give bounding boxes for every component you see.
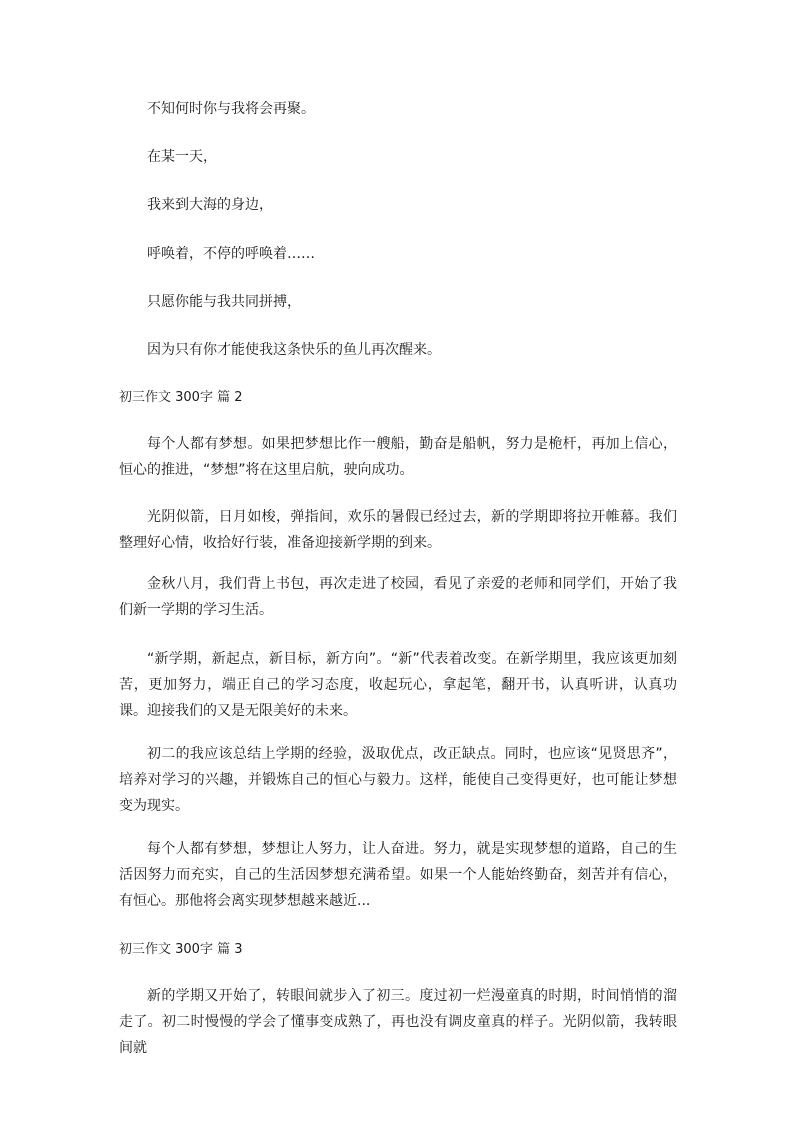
paragraph: “新学期，新起点，新目标，新方向”。“新”代表着改变。在新学期里，我应该更加刻苦，更加努力，端正自己的学习态度，收起玩心，拿起笔，翻开书，认真听讲，认真功课。迎接我们的又是无限美好的未来。 (119, 651, 677, 719)
paragraph: 金秋八月，我们背上书包，再次走进了校园，看见了亲爱的老师和同学们，开始了我们新一学期的学习生活。 (119, 576, 677, 618)
poem-line: 在某一天， (147, 149, 217, 165)
paragraph: 每个人都有梦想。如果把梦想比作一艘船，勤奋是船帆，努力是桅杆，再加上信心，恒心的推进，“梦想”将在这里启航，驶向成功。 (119, 436, 677, 478)
section-heading: 初三作文 300字 篇 3 (119, 942, 243, 957)
paragraph: 新的学期又开始了，转眼间就步入了初三。度过初一烂漫童真的时期，时间悄悄的溜走了。初二时慢慢的学会了懂事变成熟了，再也没有调皮童真的样子。光阴似箭，我转眼间就 (119, 988, 677, 1056)
poem-line: 不知何时你与我将会再聚。 (147, 101, 315, 117)
poem-line: 只愿你能与我共同拼搏， (147, 294, 301, 310)
section-heading: 初三作文 300字 篇 2 (119, 390, 243, 405)
poem-line: 呼唤着，不停的呼唤着…… (147, 246, 315, 262)
paragraph: 初二的我应该总结上学期的经验，汲取优点，改正缺点。同时，也应该“见贤思齐”，培养对学习的兴趣，并锻炼自己的恒心与毅力。这样，能使自己变得更好，也可能让梦想变为现实。 (119, 746, 677, 814)
paragraph: 光阴似箭，日月如梭，弹指间，欢乐的暑假已经过去，新的学期即将拉开帷幕。我们整理好心情，收拾好行装，准备迎接新学期的到来。 (119, 509, 677, 551)
poem-line: 因为只有你才能使我这条快乐的鱼儿再次醒来。 (147, 342, 441, 358)
poem-line: 我来到大海的身边， (147, 197, 273, 213)
paragraph: 每个人都有梦想，梦想让人努力，让人奋进。努力，就是实现梦想的道路，自己的生活因努力而充实，自己的生活因梦想充满希望。如果一个人能始终勤奋，刻苦并有信心，有恒心。那他将会离实现梦想越来越近... (119, 841, 677, 909)
